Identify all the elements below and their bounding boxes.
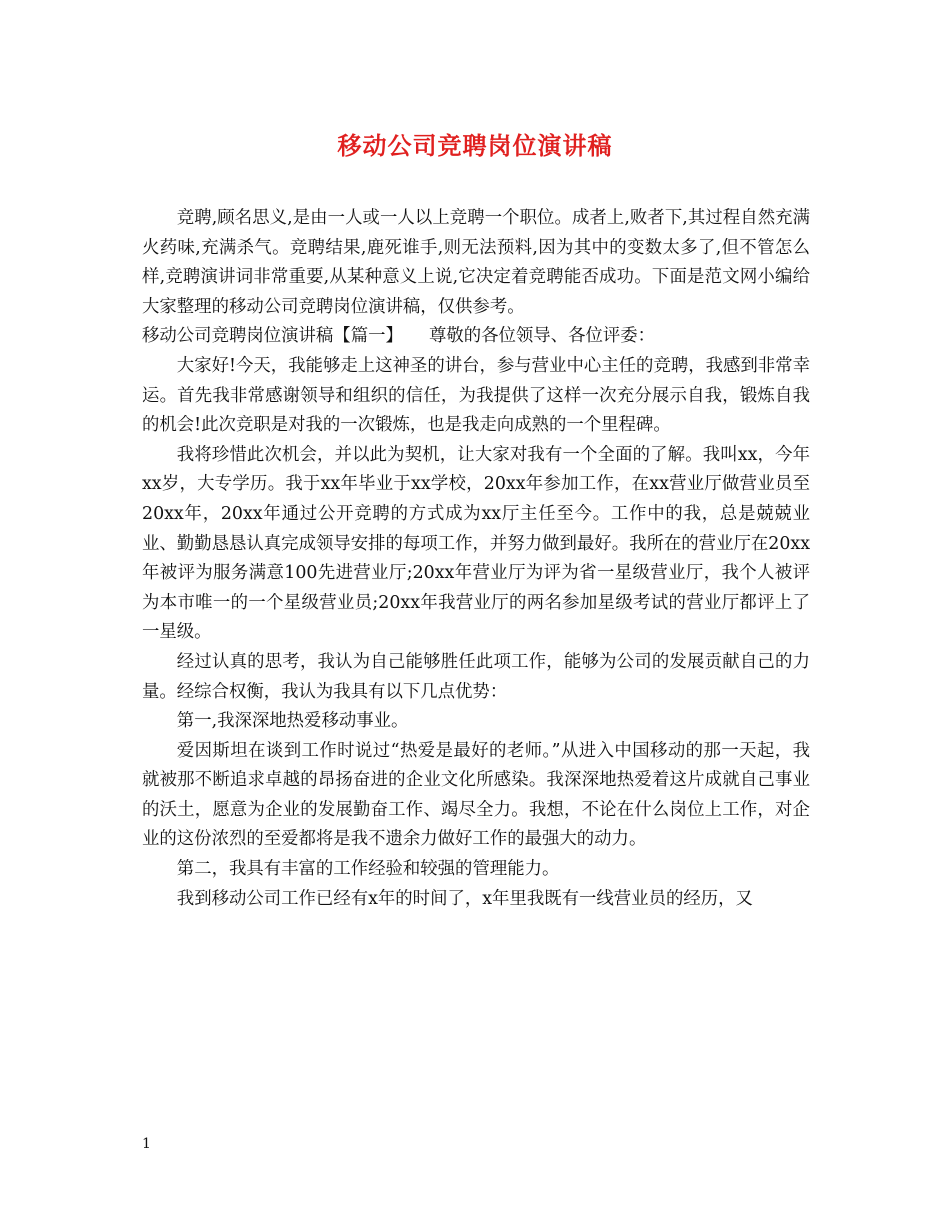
document-title: 移动公司竞聘岗位演讲稿 [337, 131, 613, 160]
paragraph-advantages: 经过认真的思考，我认为自己能够胜任此项工作，能够为公司的发展贡献自己的力量。经综合权衡，我认为我具有以下几点优势： [142, 651, 810, 702]
paragraph-section-heading: 移动公司竞聘岗位演讲稿【篇一】 尊敬的各位领导、各位评委： [142, 326, 656, 347]
paragraph-self-intro: 我将珍惜此次机会，并以此为契机，让大家对我有一个全面的了解。我叫xx，今年xx岁，大专学历。我于xx年毕业于xx学校，20xx年参加工作，在xx营业厅做营业员至20xx年，20xx年通过公开竞聘的方式成为xx厅主任至今。工作中的我，总是兢兢业业、勤勤恳恳认真完成领导安排的每项工作，并努力做到最好。我所在的营业厅在20xx年被评为服务满意100先进营业厅;20xx年营业厅为评为省一星级营业厅，我个人被评为本市唯一的一个星级营业员;20xx年我营业厅的两名参加星级考试的营业厅都评上了一星级。 [142, 444, 810, 643]
paragraph-intro: 竞聘,顾名思义,是由一人或一人以上竞聘一个职位。成者上,败者下,其过程自然充满火药味,充满杀气。竞聘结果,鹿死谁手,则无法预料,因为其中的变数太多了,但不管怎么样,竞聘演讲词非常重要,从某种意义上说,它决定着竞聘能否成功。下面是范文网小编给大家整理的移动公司竞聘岗位演讲稿，仅供参考。 [142, 208, 810, 317]
paragraph-greeting: 大家好!今天，我能够走上这神圣的讲台，参与营业中心主任的竞聘，我感到非常幸运。首先我非常感谢领导和组织的信任，为我提供了这样一次充分展示自我，锻炼自我的机会!此次竞职是对我的一次锻炼，也是我走向成熟的一个里程碑。 [142, 355, 810, 436]
paragraph-point-one: 第一,我深深地热爱移动事业。 [176, 711, 409, 732]
document-body [142, 204, 810, 914]
page-number: 1 [142, 1136, 151, 1152]
paragraph-experience: 我到移动公司工作已经有x年的时间了，x年里我既有一线营业员的经历，又 [176, 888, 753, 909]
paragraph-point-two: 第二，我具有丰富的工作经验和较强的管理能力。 [176, 859, 560, 880]
paragraph-einstein: 爱因斯坦在谈到工作时说过“热爱是最好的老师。”从进入中国移动的那一天起，我就被那不断追求卓越的昂扬奋进的企业文化所感染。我深深地热爱着这片成就自己事业的沃土，愿意为企业的发展勤奋工作、竭尽全力。我想，不论在什么岗位上工作，对企业的这份浓烈的至爱都将是我不遗余力做好工作的最强大的动力。 [142, 740, 810, 850]
